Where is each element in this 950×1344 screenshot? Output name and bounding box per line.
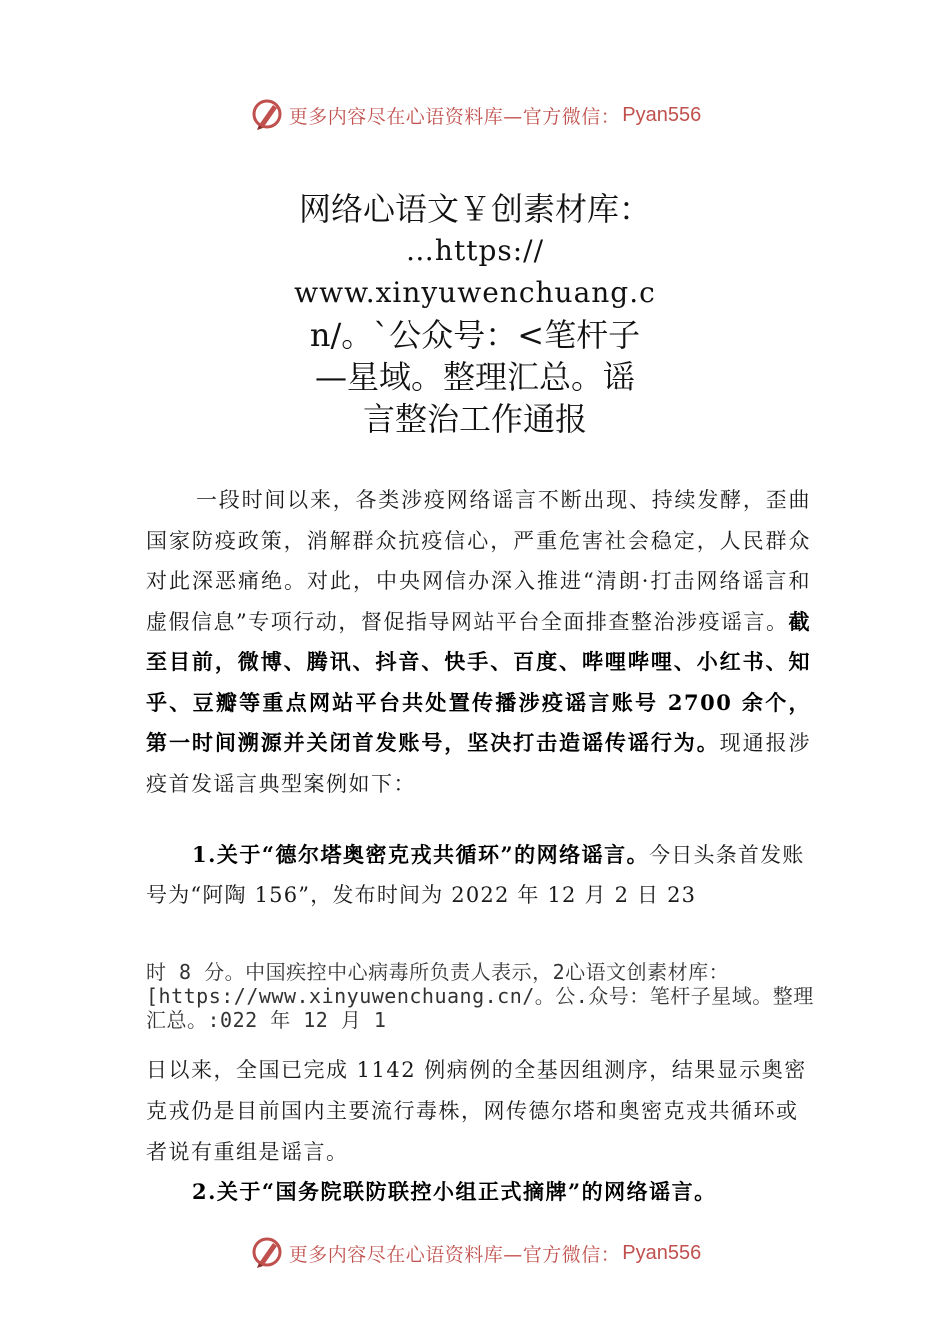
banner-wechat-id: Pyan556 bbox=[622, 103, 702, 126]
title-line-6: 言整治工作通报 bbox=[362, 400, 587, 438]
banner-text: 更多内容尽在心语资料库—官方微信： bbox=[288, 1243, 621, 1266]
case-1-paragraph bbox=[146, 835, 811, 915]
pen-logo-icon bbox=[249, 97, 285, 133]
title-line-5: —星域。整理汇总。谣 bbox=[314, 358, 635, 396]
case-1-text-a: 今日头条首发账号为“阿陶 156”，发布时间为 2022 年 12 月 2 日 23 bbox=[146, 843, 805, 907]
case-2-heading: 2.关于“国务院联防联控小组正式摘牌”的网络谣言。 bbox=[192, 1179, 717, 1204]
title-line-1: 网络心语文￥创素材库： bbox=[298, 190, 651, 228]
banner-wechat-id: Pyan556 bbox=[622, 1241, 702, 1264]
footer-banner bbox=[0, 1233, 950, 1273]
intro-text: 一段时间以来，各类涉疫网络谣言不断出现、持续发酵，歪曲国家防疫政策，消解群众抗疫信心，严重危害社会稳定，人民群众对此深恶痛绝。对此，中央网信办深入推进“清朗·打击网络谣言和虚假信息”专项行动，督促指导网站平台全面排查整治涉疫谣言。 bbox=[146, 488, 811, 634]
case-1-inserted-text: 时 8 分。中国疾控中心病毒所负责人表示，2心语文创素材库：[https://www.xinyuwenchuang.cn/。公.众号：笔杆子星域。整理汇总。:022 年 12 月 1 bbox=[146, 960, 814, 1032]
title-line-3: www.xinyuwenchuang.c bbox=[294, 276, 656, 309]
case-1-heading: 1.关于“德尔塔奥密克戎共循环”的网络谣言。 bbox=[192, 842, 650, 867]
intro-closing-text: 现通报涉疫首发谣言典型案例如下： bbox=[146, 731, 812, 796]
pen-logo-icon bbox=[249, 1235, 285, 1271]
title-line-4: n/。`公众号：<笔杆子 bbox=[309, 316, 641, 354]
banner-text: 更多内容尽在心语资料库—官方微信： bbox=[288, 105, 621, 128]
intro-bold-text: 截至目前，微博、腾讯、抖音、快手、百度、哔哩哔哩、小红书、知乎、豆瓣等重点网站平台共处置传播涉疫谣言账号 2700 余个，第一时间溯源并关闭首发账号，坚决打击造谣传谣行为。 bbox=[146, 608, 811, 755]
header-banner bbox=[0, 95, 950, 135]
document-title bbox=[280, 188, 670, 440]
title-line-2: …https:// bbox=[405, 234, 545, 267]
case-1-text-c: 日以来，全国已完成 1142 例病例的全基因组测序，结果显示奥密克戎仍是目前国内主要流行毒株，网传德尔塔和奥密克戎共循环或者说有重组是谣言。 bbox=[146, 1058, 807, 1164]
case-2-paragraph bbox=[146, 1172, 811, 1212]
intro-paragraph bbox=[146, 480, 811, 804]
